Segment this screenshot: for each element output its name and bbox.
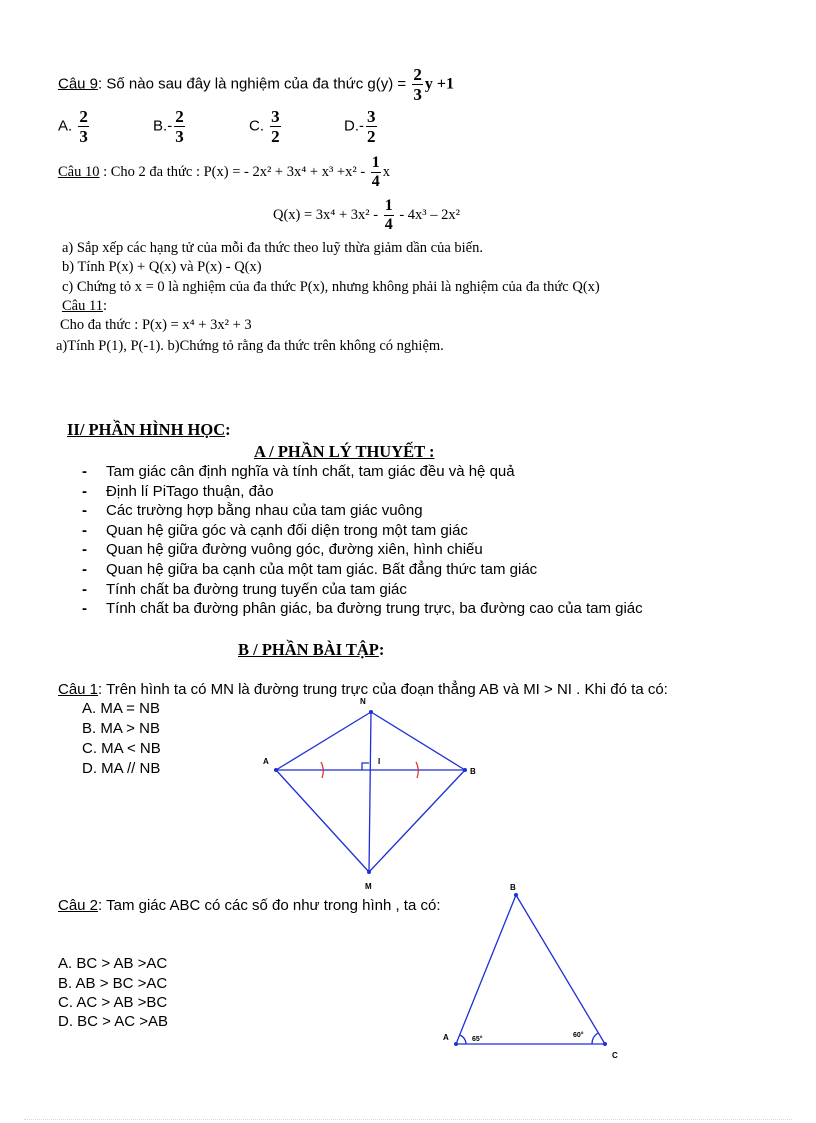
q11-label-line: Câu 11: xyxy=(62,298,107,314)
geometry-heading: II/ PHẦN HÌNH HỌC: xyxy=(67,420,231,439)
label-a: A xyxy=(263,757,269,766)
label-b: B xyxy=(470,767,476,776)
theory-list xyxy=(82,462,643,619)
right-angle-mark xyxy=(362,763,369,770)
list-item: - Quan hệ giữa đường vuông góc, đường xiên, hình chiếu xyxy=(82,541,483,559)
q9-line xyxy=(58,66,454,103)
angle-arc-c xyxy=(592,1033,598,1044)
q9-tail: y +1 xyxy=(424,75,454,93)
segment-nb xyxy=(371,712,465,770)
g2-figure xyxy=(436,878,636,1068)
g1-text: : Trên hình ta có MN là đường trung trực của đoạn thẳng AB và MI > NI . Khi đó ta có: xyxy=(98,681,668,698)
q9-fraction: $\frac{2}{3}$ xyxy=(413,65,422,104)
g1-figure xyxy=(250,692,490,892)
q10-intro-line: Câu 10 : Cho 2 đa thức : P(x) = - 2x² + 3x⁴ + x³ +x² - $\frac{1}{4}$ x xyxy=(58,154,391,190)
g1-option-d: D. MA // NB xyxy=(82,760,161,777)
list-item: - Định lí PiTago thuận, đảo xyxy=(82,482,274,500)
segment-ab xyxy=(456,895,516,1044)
list-item: - Quan hệ giữa góc và cạnh đối diện trong một tam giác xyxy=(82,521,468,539)
list-item: - Tính chất ba đường trung tuyến của tam giác xyxy=(82,580,407,598)
g2-label: Câu 2 xyxy=(58,897,99,914)
g2-question xyxy=(58,897,440,914)
segment-mn xyxy=(369,712,371,872)
label-n: N xyxy=(360,697,366,706)
point-b xyxy=(514,893,518,897)
point-a xyxy=(274,768,278,772)
segment-an xyxy=(276,712,371,770)
exercise-heading: B / PHẦN BÀI TẬP: xyxy=(238,640,385,659)
label-i: I xyxy=(378,757,381,766)
q11-line2: a)Tính P(1), P(-1). b)Chứng tỏ rằng đa thức trên không có nghiệm. xyxy=(56,338,444,354)
q9-text: : Số nào sau đây là nghiệm của đa thức g(y) = xyxy=(98,75,411,93)
q9-option-d: D.- $\frac{3}{2}$ xyxy=(344,107,376,146)
g2-option-a: A. BC > AB >AC xyxy=(58,955,168,972)
angle-label-c: 60° xyxy=(573,1032,584,1039)
g2-text: : Tam giác ABC có các số đo như trong hình , ta có: xyxy=(98,897,441,914)
q10-item-a: a) Sắp xếp các hạng tử của mỗi đa thức theo luỹ thừa giảm dần của biến. xyxy=(62,240,483,256)
q11-line1: Cho đa thức : P(x) = x⁴ + 3x² + 3 xyxy=(60,317,252,333)
list-item: - Tính chất ba đường phân giác, ba đường trung trực, ba đường cao của tam giác xyxy=(82,600,643,618)
g1-option-a: A. MA = NB xyxy=(82,700,160,717)
g2-option-b: B. AB > BC >AC xyxy=(58,975,168,992)
theory-heading: A / PHẦN LÝ THUYẾT : xyxy=(254,442,435,461)
label-c: C xyxy=(612,1051,618,1060)
g1-option-b: B. MA > NB xyxy=(82,720,160,737)
q10-item-c: c) Chứng tỏ x = 0 là nghiệm của đa thức P(x), nhưng không phải là nghiệm của đa thức Q(x) xyxy=(62,279,600,295)
q9-option-c: C. $\frac{3}{2}$ xyxy=(249,107,280,146)
list-item: - Các trường hợp bằng nhau của tam giác vuông xyxy=(82,502,423,520)
label-b: B xyxy=(510,883,516,892)
g2-option-c: C. AC > AB >BC xyxy=(58,994,168,1011)
q10-intro: : Cho 2 đa thức : P(x) = - 2x² + 3x⁴ + x³ +x² - xyxy=(99,163,369,180)
q10-q-line: Q(x) = 3x⁴ + 3x² - $\frac{1}{4}$ - 4x³ – 2x² xyxy=(273,197,460,233)
g1-option-c: C. MA < NB xyxy=(82,740,161,757)
g1-label: Câu 1 xyxy=(58,681,99,698)
segment-bc xyxy=(516,895,605,1044)
angle-arc-a xyxy=(460,1035,466,1044)
q11-label: Câu 11 xyxy=(62,298,103,314)
point-a xyxy=(454,1042,458,1046)
angle-label-a: 65° xyxy=(472,1036,483,1043)
q9-label: Câu 9 xyxy=(58,75,99,93)
g2-option-d: D. BC > AC >AB xyxy=(58,1013,169,1030)
q10-label: Câu 10 xyxy=(58,163,100,180)
label-m: M xyxy=(365,882,372,891)
segment-am xyxy=(276,770,369,872)
point-m xyxy=(367,870,371,874)
point-n xyxy=(369,710,373,714)
point-c xyxy=(603,1042,607,1046)
point-b xyxy=(463,768,467,772)
q9-option-a: A. $\frac{2}{3}$ xyxy=(58,107,88,146)
label-a: A xyxy=(443,1033,449,1042)
q10-item-b: b) Tính P(x) + Q(x) và P(x) - Q(x) xyxy=(62,259,262,275)
list-item: - Tam giác cân định nghĩa và tính chất, tam giác đều và hệ quả xyxy=(82,463,515,480)
segment-mb xyxy=(369,770,465,872)
list-item: - Quan hệ giữa ba cạnh của một tam giác. Bất đẳng thức tam giác xyxy=(82,560,538,578)
q9-option-b: B.- $\frac{2}{3}$ xyxy=(153,107,184,146)
page-bottom-divider xyxy=(24,1119,792,1120)
